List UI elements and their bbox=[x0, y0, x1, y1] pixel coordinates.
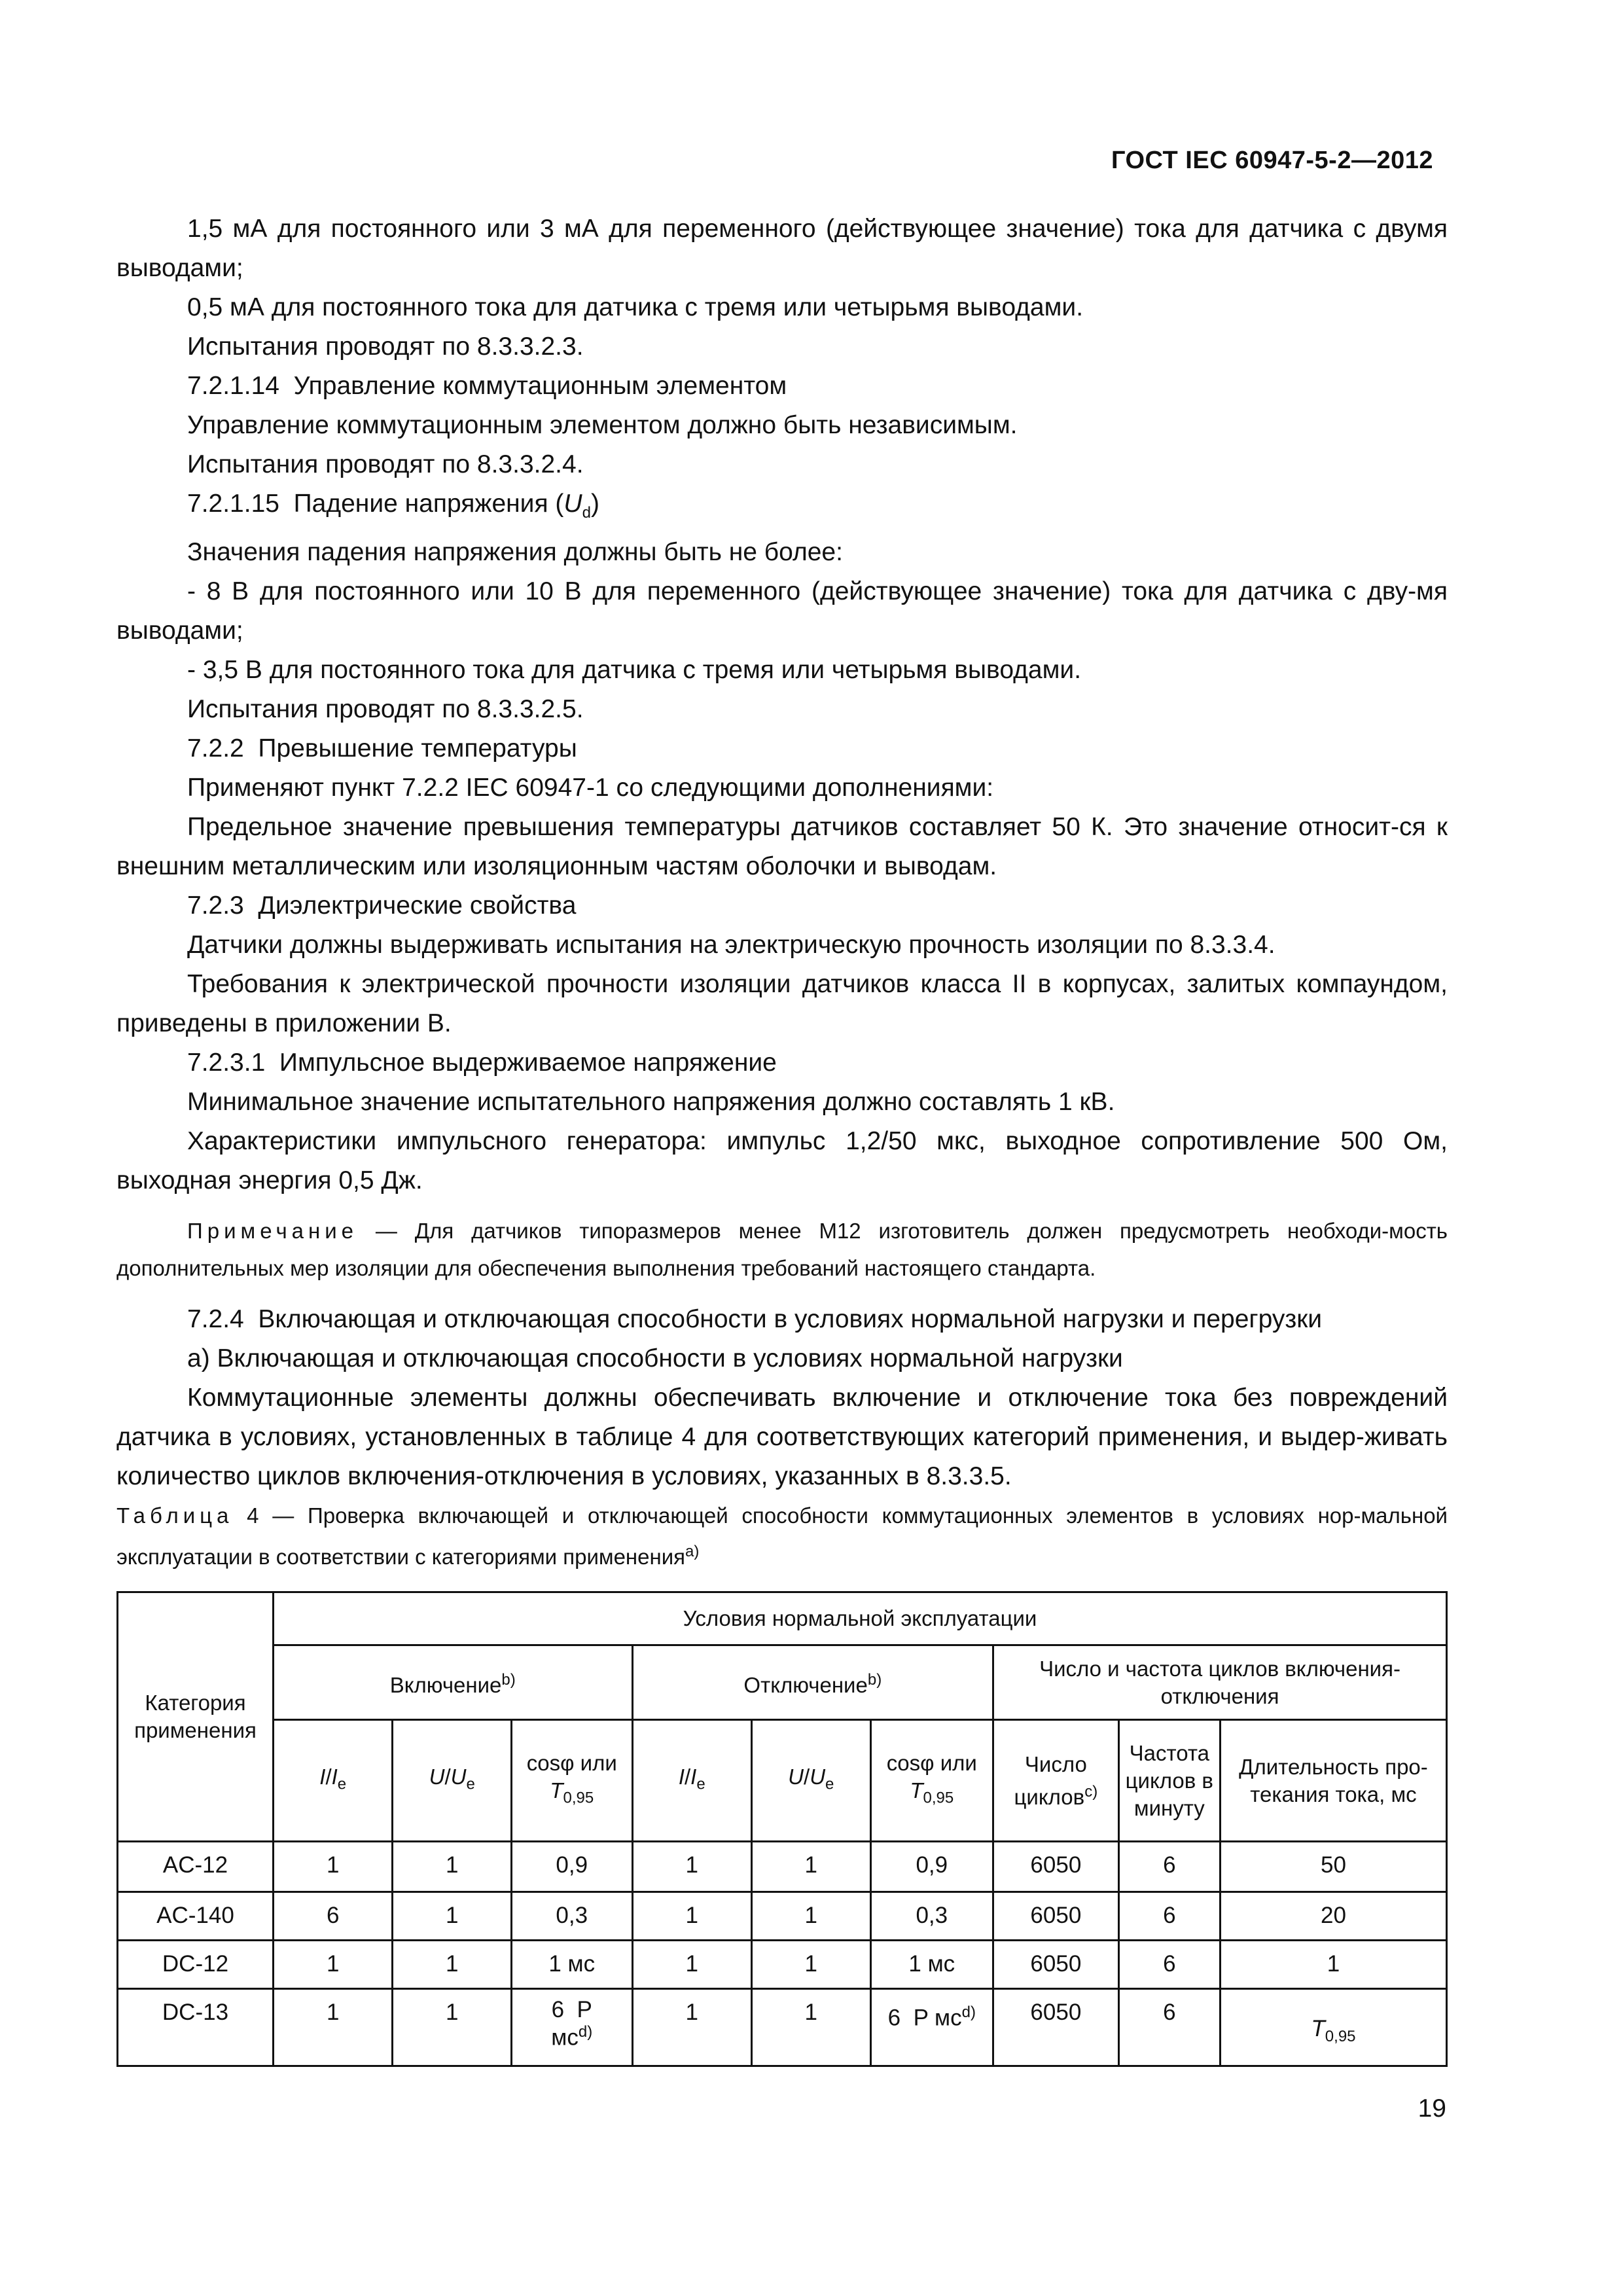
cell: 6050 bbox=[993, 1842, 1119, 1892]
col-make-cos bbox=[511, 1720, 632, 1842]
body-text bbox=[116, 209, 1448, 1496]
cell-category: AC-140 bbox=[118, 1892, 274, 1941]
cell: 50 bbox=[1220, 1842, 1446, 1892]
cell-text: 6 P мс bbox=[887, 2005, 962, 2031]
col-num-cycles bbox=[993, 1720, 1119, 1842]
subscript-d: d bbox=[582, 503, 591, 522]
cell: 6 bbox=[1118, 1989, 1220, 2066]
paragraph: Применяют пункт 7.2.2 IEC 60947-1 со следующими дополнениями: bbox=[187, 773, 994, 802]
footnote-mark: c) bbox=[1084, 1782, 1098, 1801]
subscript-e: e bbox=[466, 1775, 475, 1793]
cos-label: cosφ или bbox=[526, 1750, 617, 1775]
var-T: T bbox=[550, 1778, 563, 1803]
cell: 1 bbox=[752, 1842, 871, 1892]
table-header-row bbox=[118, 1592, 1447, 1645]
cell: 1 bbox=[752, 1941, 871, 1989]
col-frequency: Частота циклов в минуту bbox=[1118, 1720, 1220, 1842]
cell-category: DC-12 bbox=[118, 1941, 274, 1989]
cell: 6 bbox=[1118, 1842, 1220, 1892]
closing-paren: ) bbox=[590, 490, 599, 518]
cell: 1 bbox=[632, 1989, 752, 2066]
table-row bbox=[118, 1842, 1447, 1892]
col-break-U-Ue: $U/U_e$ bbox=[752, 1720, 871, 1842]
var-U: U bbox=[810, 1764, 826, 1789]
caption-number: 4 bbox=[247, 1503, 259, 1528]
cell: 6 bbox=[273, 1892, 393, 1941]
var-U: U bbox=[450, 1764, 467, 1789]
subscript-095: 0,95 bbox=[563, 1789, 594, 1807]
paragraph: Управление коммутационным элементом должно быть независимым. bbox=[187, 411, 1018, 439]
header-cycles: Число и частота циклов включения-отключения bbox=[993, 1645, 1447, 1720]
var-I: I bbox=[678, 1764, 685, 1789]
cell: 20 bbox=[1220, 1892, 1446, 1941]
section-heading bbox=[116, 484, 1448, 533]
section-heading: 7.2.1.14 Управление коммутационным элементом bbox=[187, 372, 787, 400]
cell-category: AC-12 bbox=[118, 1842, 274, 1892]
section-heading: 7.2.2 Превышение температуры bbox=[187, 734, 577, 762]
footnote-mark: b) bbox=[867, 1670, 882, 1689]
paragraph: Коммутационные элементы должны обеспечивать включение и отключение тока без повреждений датчика в условиях, установленных в таблице 4 для соответствующих категорий применения, и выдер-живать количество циклов включения-отключения в условиях, указанных в 8.3.3.5. bbox=[116, 1383, 1448, 1490]
cell: 0,9 bbox=[511, 1842, 632, 1892]
cell: 1 мс bbox=[511, 1941, 632, 1989]
cell: 1 bbox=[752, 1989, 871, 2066]
document-id-header: ГОСТ IEC 60947-5-2—2012 bbox=[1111, 147, 1433, 174]
paragraph: Значения падения напряжения должны быть не более: bbox=[187, 537, 843, 566]
subscript-095: 0,95 bbox=[923, 1789, 954, 1807]
cell: 1 bbox=[632, 1941, 752, 1989]
header-category: Категория применения bbox=[118, 1592, 274, 1842]
header-break bbox=[632, 1645, 993, 1720]
caption-label: Таблица bbox=[116, 1503, 234, 1528]
list-item: - 8 В для постоянного или 10 В для переменного (действующее значение) тока для датчика с дву-мя выводами; bbox=[116, 577, 1448, 645]
col-break-cos bbox=[870, 1720, 993, 1842]
col-break-I-Ie: $I/I_e$ bbox=[632, 1720, 752, 1842]
table-header-row bbox=[118, 1720, 1447, 1842]
cell-text: 6 P bbox=[551, 1997, 592, 2022]
paragraph: Испытания проводят по 8.3.3.2.3. bbox=[187, 332, 584, 361]
cell bbox=[1220, 1989, 1446, 2066]
cell: 1 bbox=[273, 1941, 393, 1989]
cell: 1 bbox=[273, 1842, 393, 1892]
col-make-U-Ue: $U/U_e$ bbox=[393, 1720, 512, 1842]
cell: 1 bbox=[632, 1842, 752, 1892]
col-make-I-Ie: $I/I_e$ bbox=[273, 1720, 393, 1842]
cell: 1 bbox=[1220, 1941, 1446, 1989]
paragraph: Испытания проводят по 8.3.3.2.5. bbox=[187, 694, 584, 723]
paragraph: Датчики должны выдерживать испытания на электрическую прочность изоляции по 8.3.3.4. bbox=[187, 930, 1275, 959]
col-duration: Длительность про-текания тока, мс bbox=[1220, 1720, 1446, 1842]
cell bbox=[511, 1989, 632, 2066]
footnote-mark: d) bbox=[578, 2023, 593, 2041]
section-heading: 7.2.3 Диэлектрические свойства bbox=[187, 891, 577, 920]
note bbox=[116, 1212, 1448, 1287]
var-I: I bbox=[331, 1764, 338, 1789]
cos-label: cosφ или bbox=[886, 1750, 977, 1775]
table-row bbox=[118, 1892, 1447, 1941]
table-row bbox=[118, 1989, 1447, 2066]
table-4 bbox=[116, 1591, 1448, 2067]
caption-text: — Проверка включающей и отключающей способности коммутационных элементов в условиях нор-мальной эксплуатации в соответствии с категориями применения bbox=[116, 1503, 1448, 1569]
cell: 6 bbox=[1118, 1892, 1220, 1941]
section-heading: 7.2.4 Включающая и отключающая способности в условиях нормальной нагрузки и перегрузки bbox=[187, 1304, 1323, 1333]
cell: 6 bbox=[1118, 1941, 1220, 1989]
paragraph: Испытания проводят по 8.3.3.2.4. bbox=[187, 450, 584, 478]
cell: 1 bbox=[273, 1989, 393, 2066]
var-T: T bbox=[1311, 2015, 1325, 2041]
var-I: I bbox=[690, 1764, 697, 1789]
paragraph: Характеристики импульсного генератора: импульс 1,2/50 мкс, выходное сопротивление 500 Ом, выходная энергия 0,5 Дж. bbox=[116, 1126, 1448, 1194]
page-number: 19 bbox=[1418, 2094, 1446, 2123]
subscript-e: e bbox=[337, 1775, 347, 1793]
footnote-mark: b) bbox=[501, 1670, 516, 1689]
cell: 1 bbox=[752, 1892, 871, 1941]
var-U: U bbox=[429, 1764, 445, 1789]
paragraph: Предельное значение превышения температуры датчиков составляет 50 К. Это значение относит-ся к внешним металлическим или изоляционным частям оболочки и выводам. bbox=[116, 812, 1448, 880]
cell: 0,3 bbox=[870, 1892, 993, 1941]
paragraph: Минимальное значение испытательного напряжения должно составлять 1 кВ. bbox=[187, 1087, 1115, 1116]
var-I: I bbox=[319, 1764, 326, 1789]
caption-footnote: a) bbox=[685, 1543, 700, 1560]
cell: 0,9 bbox=[870, 1842, 993, 1892]
table-caption bbox=[116, 1498, 1448, 1575]
cell: 0,3 bbox=[511, 1892, 632, 1941]
header-make-label: Включение bbox=[389, 1672, 502, 1697]
table-row bbox=[118, 1941, 1447, 1989]
num-cycles-label: Число циклов bbox=[1014, 1751, 1087, 1809]
cell-text: мс bbox=[551, 2024, 579, 2051]
header-make bbox=[273, 1645, 632, 1720]
footnote-mark: d) bbox=[961, 2003, 976, 2021]
cell: 1 bbox=[632, 1892, 752, 1941]
list-item: - 3,5 В для постоянного тока для датчика с тремя или четырьмя выводами. bbox=[187, 655, 1082, 684]
cell: 1 bbox=[393, 1989, 512, 2066]
cell: 6050 bbox=[993, 1941, 1119, 1989]
note-text: — Для датчиков типоразмеров менее М12 изготовитель должен предусмотреть необходи-мость дополнительных мер изоляции для обеспечения выполнения требований настоящего стандарта. bbox=[116, 1218, 1448, 1280]
note-label: Примечание bbox=[187, 1218, 359, 1243]
cell: 1 bbox=[393, 1892, 512, 1941]
subscript-e: e bbox=[696, 1775, 705, 1793]
header-break-label: Отключение bbox=[743, 1672, 868, 1697]
heading-text: 7.2.1.15 Падение напряжения ( bbox=[187, 490, 564, 518]
paragraph: 1,5 мА для постоянного или 3 мА для переменного (действующее значение) тока для датчика с двумя выводами; bbox=[116, 215, 1448, 282]
cell-category: DC-13 bbox=[118, 1989, 274, 2066]
paragraph: 0,5 мА для постоянного тока для датчика с тремя или четырьмя выводами. bbox=[187, 293, 1084, 321]
variable-U: U bbox=[563, 490, 582, 518]
cell: 6050 bbox=[993, 1989, 1119, 2066]
var-U: U bbox=[788, 1764, 804, 1789]
cell: 1 bbox=[393, 1842, 512, 1892]
section-heading: 7.2.3.1 Импульсное выдерживаемое напряжение bbox=[187, 1048, 777, 1077]
cell: 1 bbox=[393, 1941, 512, 1989]
subscript-e: e bbox=[825, 1775, 834, 1793]
header-normal-conditions: Условия нормальной эксплуатации bbox=[273, 1592, 1446, 1645]
paragraph: а) Включающая и отключающая способности в условиях нормальной нагрузки bbox=[187, 1344, 1123, 1372]
table-header-row bbox=[118, 1645, 1447, 1720]
cell bbox=[870, 1989, 993, 2066]
var-T: T bbox=[910, 1778, 923, 1803]
subscript-095: 0,95 bbox=[1325, 2027, 1356, 2045]
paragraph: Требования к электрической прочности изоляции датчиков класса II в корпусах, залитых компаундом, приведены в приложении В. bbox=[116, 969, 1448, 1037]
cell: 1 мс bbox=[870, 1941, 993, 1989]
cell: 6050 bbox=[993, 1892, 1119, 1941]
